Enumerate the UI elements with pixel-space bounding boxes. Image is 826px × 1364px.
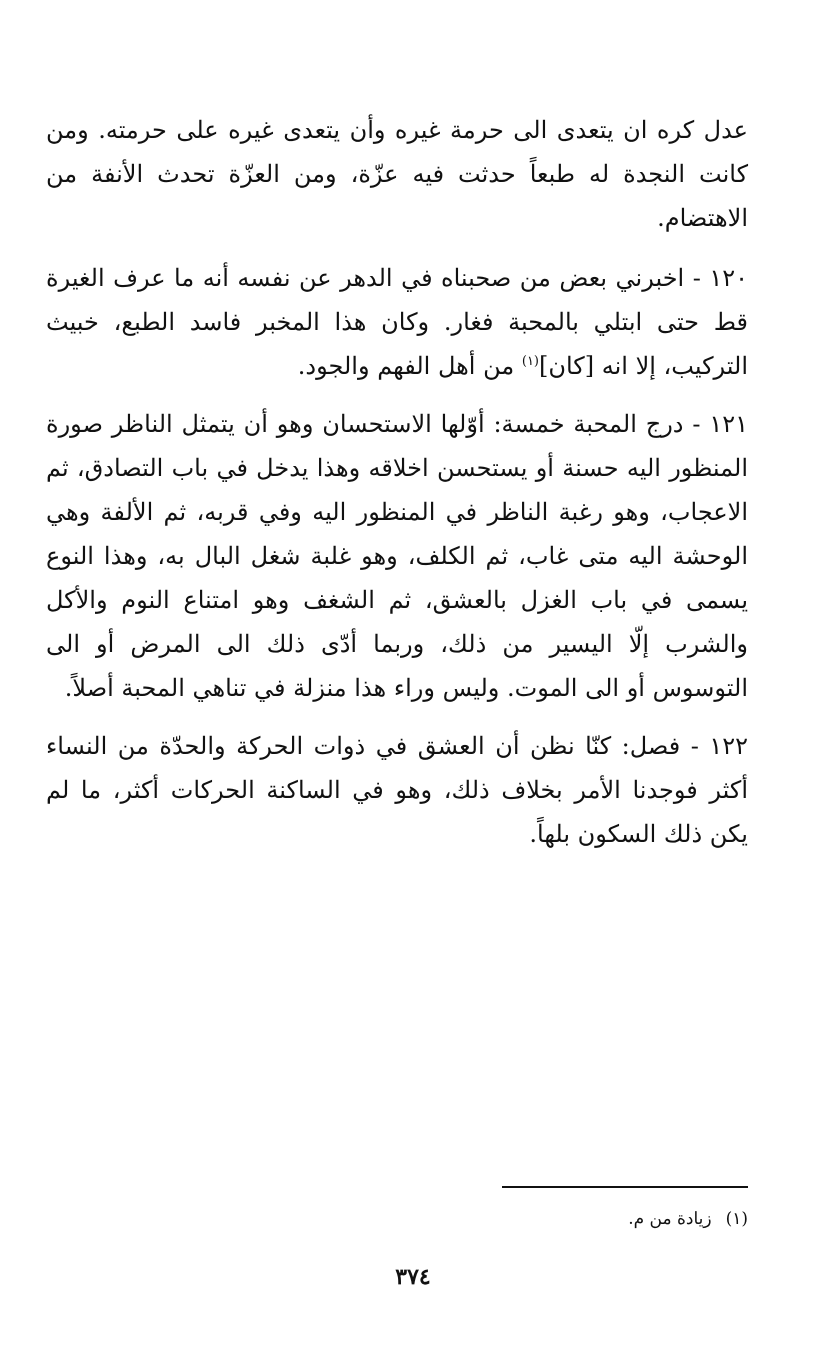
paragraph-continuation [46,108,748,240]
paragraph-number: ١٢٢ [709,732,748,760]
paragraph-121 [46,402,748,710]
paragraph-122 [46,724,748,856]
page-number: ٣٧٤ [395,1264,431,1290]
paragraph-120 [46,256,748,388]
footnote-text: زيادة من م. [628,1209,712,1229]
paragraph-text: فصل: كنّا نظن أن العشق في ذوات الحركة والحدّة من النساء أكثر فوجدنا الأمر بخلاف ذلك، وهو في الساكنة الحركات أكثر، ما لم يكن ذلك السكون بلهاً. [46,732,748,848]
paragraph-text: عدل كره ان يتعدى الى حرمة غيره وأن يتعدى غيره على حرمته. ومن كانت النجدة له طبعاً حدثت فيه عزّة، ومن العزّة تحدث الأنفة من الاهتضام. [46,116,748,232]
paragraph-number: ١٢٠ [709,264,748,292]
paragraph-text: درج المحبة خمسة: أوّلها الاستحسان وهو أن يتمثل الناظر صورة المنظور اليه حسنة أو يستحسن اخلاقه وهذا يدخل في باب التصادق، ثم الاعجاب، وهو رغبة الناظر في المنظور اليه وفي قربه، ثم الألفة وهي الوحشة اليه متى غاب، ثم الكلف، وهو غلبة شغل البال به، وهذا النوع يسمى في باب الغزل بالعشق، ثم الشغف وهو امتناع النوم والأكل والشرب إلّا اليسير من ذلك، وربما أدّى ذلك الى المرض أو الى التوسوس أو الى الموت. وليس وراء هذا منزلة في تناهي المحبة أصلاً. [46,410,748,702]
footnote-mark: (١) [725,1209,748,1229]
footnote-reference: (١) [521,354,539,369]
paragraph-dash: - [684,264,710,292]
main-text [46,108,748,870]
footnote [348,1206,748,1232]
paragraph-dash: - [680,732,710,760]
paragraph-text: اخبرني بعض من صحبناه في الدهر عن نفسه أنه ما عرف الغيرة قط حتى ابتلي بالمحبة فغار. وكان هذا المخبر فاسد الطبع، خبيث التركيب، إلا انه [كان] [46,264,748,380]
paragraph-dash: - [683,410,710,438]
paragraph-text-end: من أهل الفهم والجود. [297,352,522,380]
footnote-divider [502,1186,748,1188]
paragraph-number: ١٢١ [709,410,748,438]
